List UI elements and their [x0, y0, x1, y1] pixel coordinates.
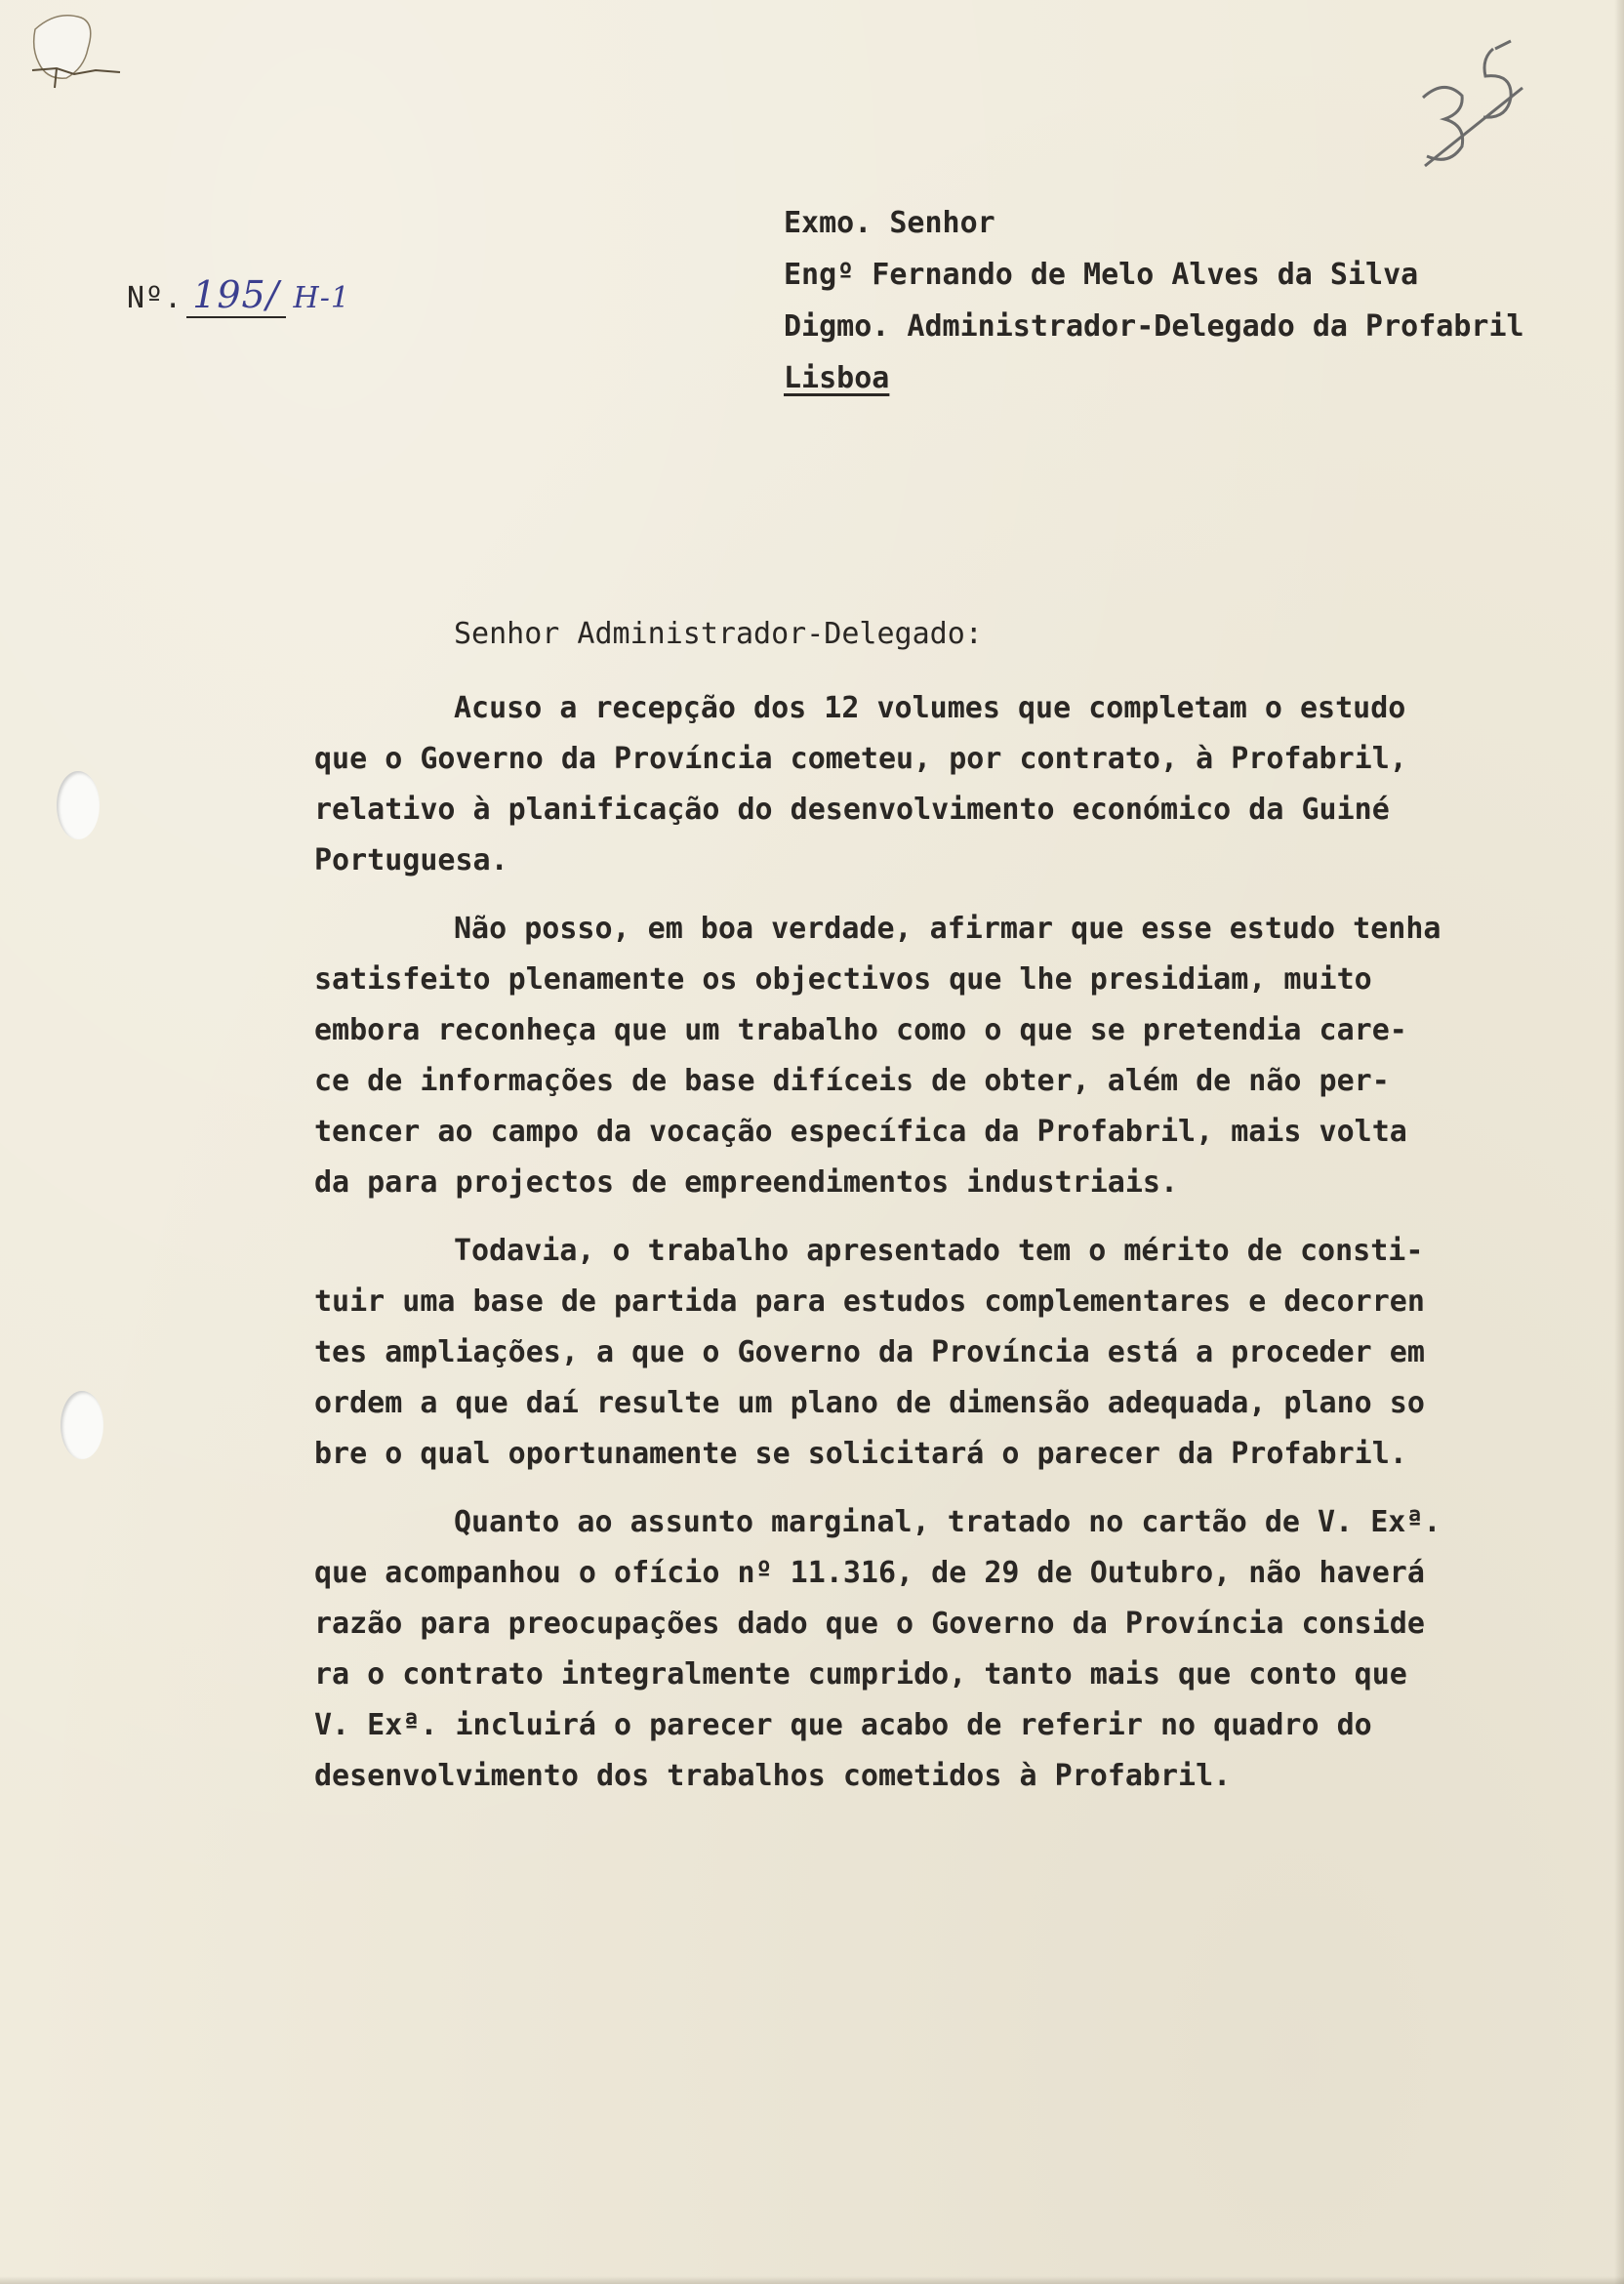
body-line: que o Governo da Província cometeu, por contrato, à Profabril,: [314, 742, 1407, 776]
recipient-line: Digmo. Administrador-Delegado da Profabril: [784, 309, 1524, 344]
body-line: Todavia, o trabalho apresentado tem o mérito de consti-: [454, 1234, 1424, 1268]
punch-hole: [61, 1391, 103, 1459]
page-edge-shadow: [1614, 0, 1624, 2284]
body-line: bre o qual oportunamente se solicitará o parecer da Profabril.: [314, 1437, 1407, 1471]
paragraph: [314, 904, 1544, 1208]
punch-hole: [57, 771, 100, 839]
body-line: ordem a que daí resulte um plano de dimensão adequada, plano so: [314, 1386, 1425, 1420]
paragraph: [314, 683, 1544, 886]
body-line: embora reconheça que um trabalho como o que se pretendia care-: [314, 1013, 1407, 1047]
reference-suffix: H-1: [293, 281, 350, 315]
body-line: Não posso, em boa verdade, afirmar que esse estudo tenha: [454, 912, 1441, 946]
body-line: razão para preocupações dado que o Governo da Província conside: [314, 1607, 1425, 1641]
recipient-city: Lisboa: [784, 361, 890, 395]
paragraph: [314, 1226, 1544, 1480]
body-line: ra o contrato integralmente cumprido, tanto mais que conto que: [314, 1657, 1407, 1692]
body-line: satisfeito plenamente os objectivos que lhe presidiam, muito: [314, 962, 1372, 997]
body-line: que acompanhou o ofício nº 11.316, de 29 de Outubro, não haverá: [314, 1556, 1425, 1590]
body-line: tuir uma base de partida para estudos complementares e decorren: [314, 1285, 1425, 1319]
body-line: tencer ao campo da vocação específica da Profabril, mais volta: [314, 1115, 1407, 1149]
reference-number-value: 195/: [186, 273, 285, 318]
body-line: Portuguesa.: [314, 843, 508, 877]
reference-prefix: Nº.: [127, 281, 183, 315]
torn-corner-mark: [27, 10, 144, 107]
body-line: V. Exª. incluirá o parecer que acabo de referir no quadro do: [314, 1708, 1372, 1742]
body-line: da para projectos de empreendimentos industriais.: [314, 1165, 1179, 1200]
body-line: relativo à planificação do desenvolvimento económico da Guiné: [314, 793, 1390, 827]
body-line: Acuso a recepção dos 12 volumes que completam o estudo: [454, 691, 1406, 725]
letter-body: [314, 683, 1544, 1819]
reference-number: [127, 273, 350, 316]
salutation: Senhor Administrador-Delegado:: [454, 617, 983, 651]
recipient-line: Exmo. Senhor: [784, 206, 995, 240]
paragraph: [314, 1497, 1544, 1802]
folio-number-handwritten: [1405, 20, 1542, 176]
body-line: Quanto ao assunto marginal, tratado no cartão de V. Exª.: [454, 1505, 1441, 1539]
recipient-line: Engº Fernando de Melo Alves da Silva: [784, 258, 1419, 292]
body-line: desenvolvimento dos trabalhos cometidos à Profabril.: [314, 1759, 1232, 1793]
recipient-address: [784, 197, 1524, 404]
body-line: ce de informações de base difíceis de obter, além de não per-: [314, 1064, 1390, 1098]
body-line: tes ampliações, a que o Governo da Província está a proceder em: [314, 1335, 1425, 1369]
page-bottom-shadow: [0, 2276, 1624, 2284]
